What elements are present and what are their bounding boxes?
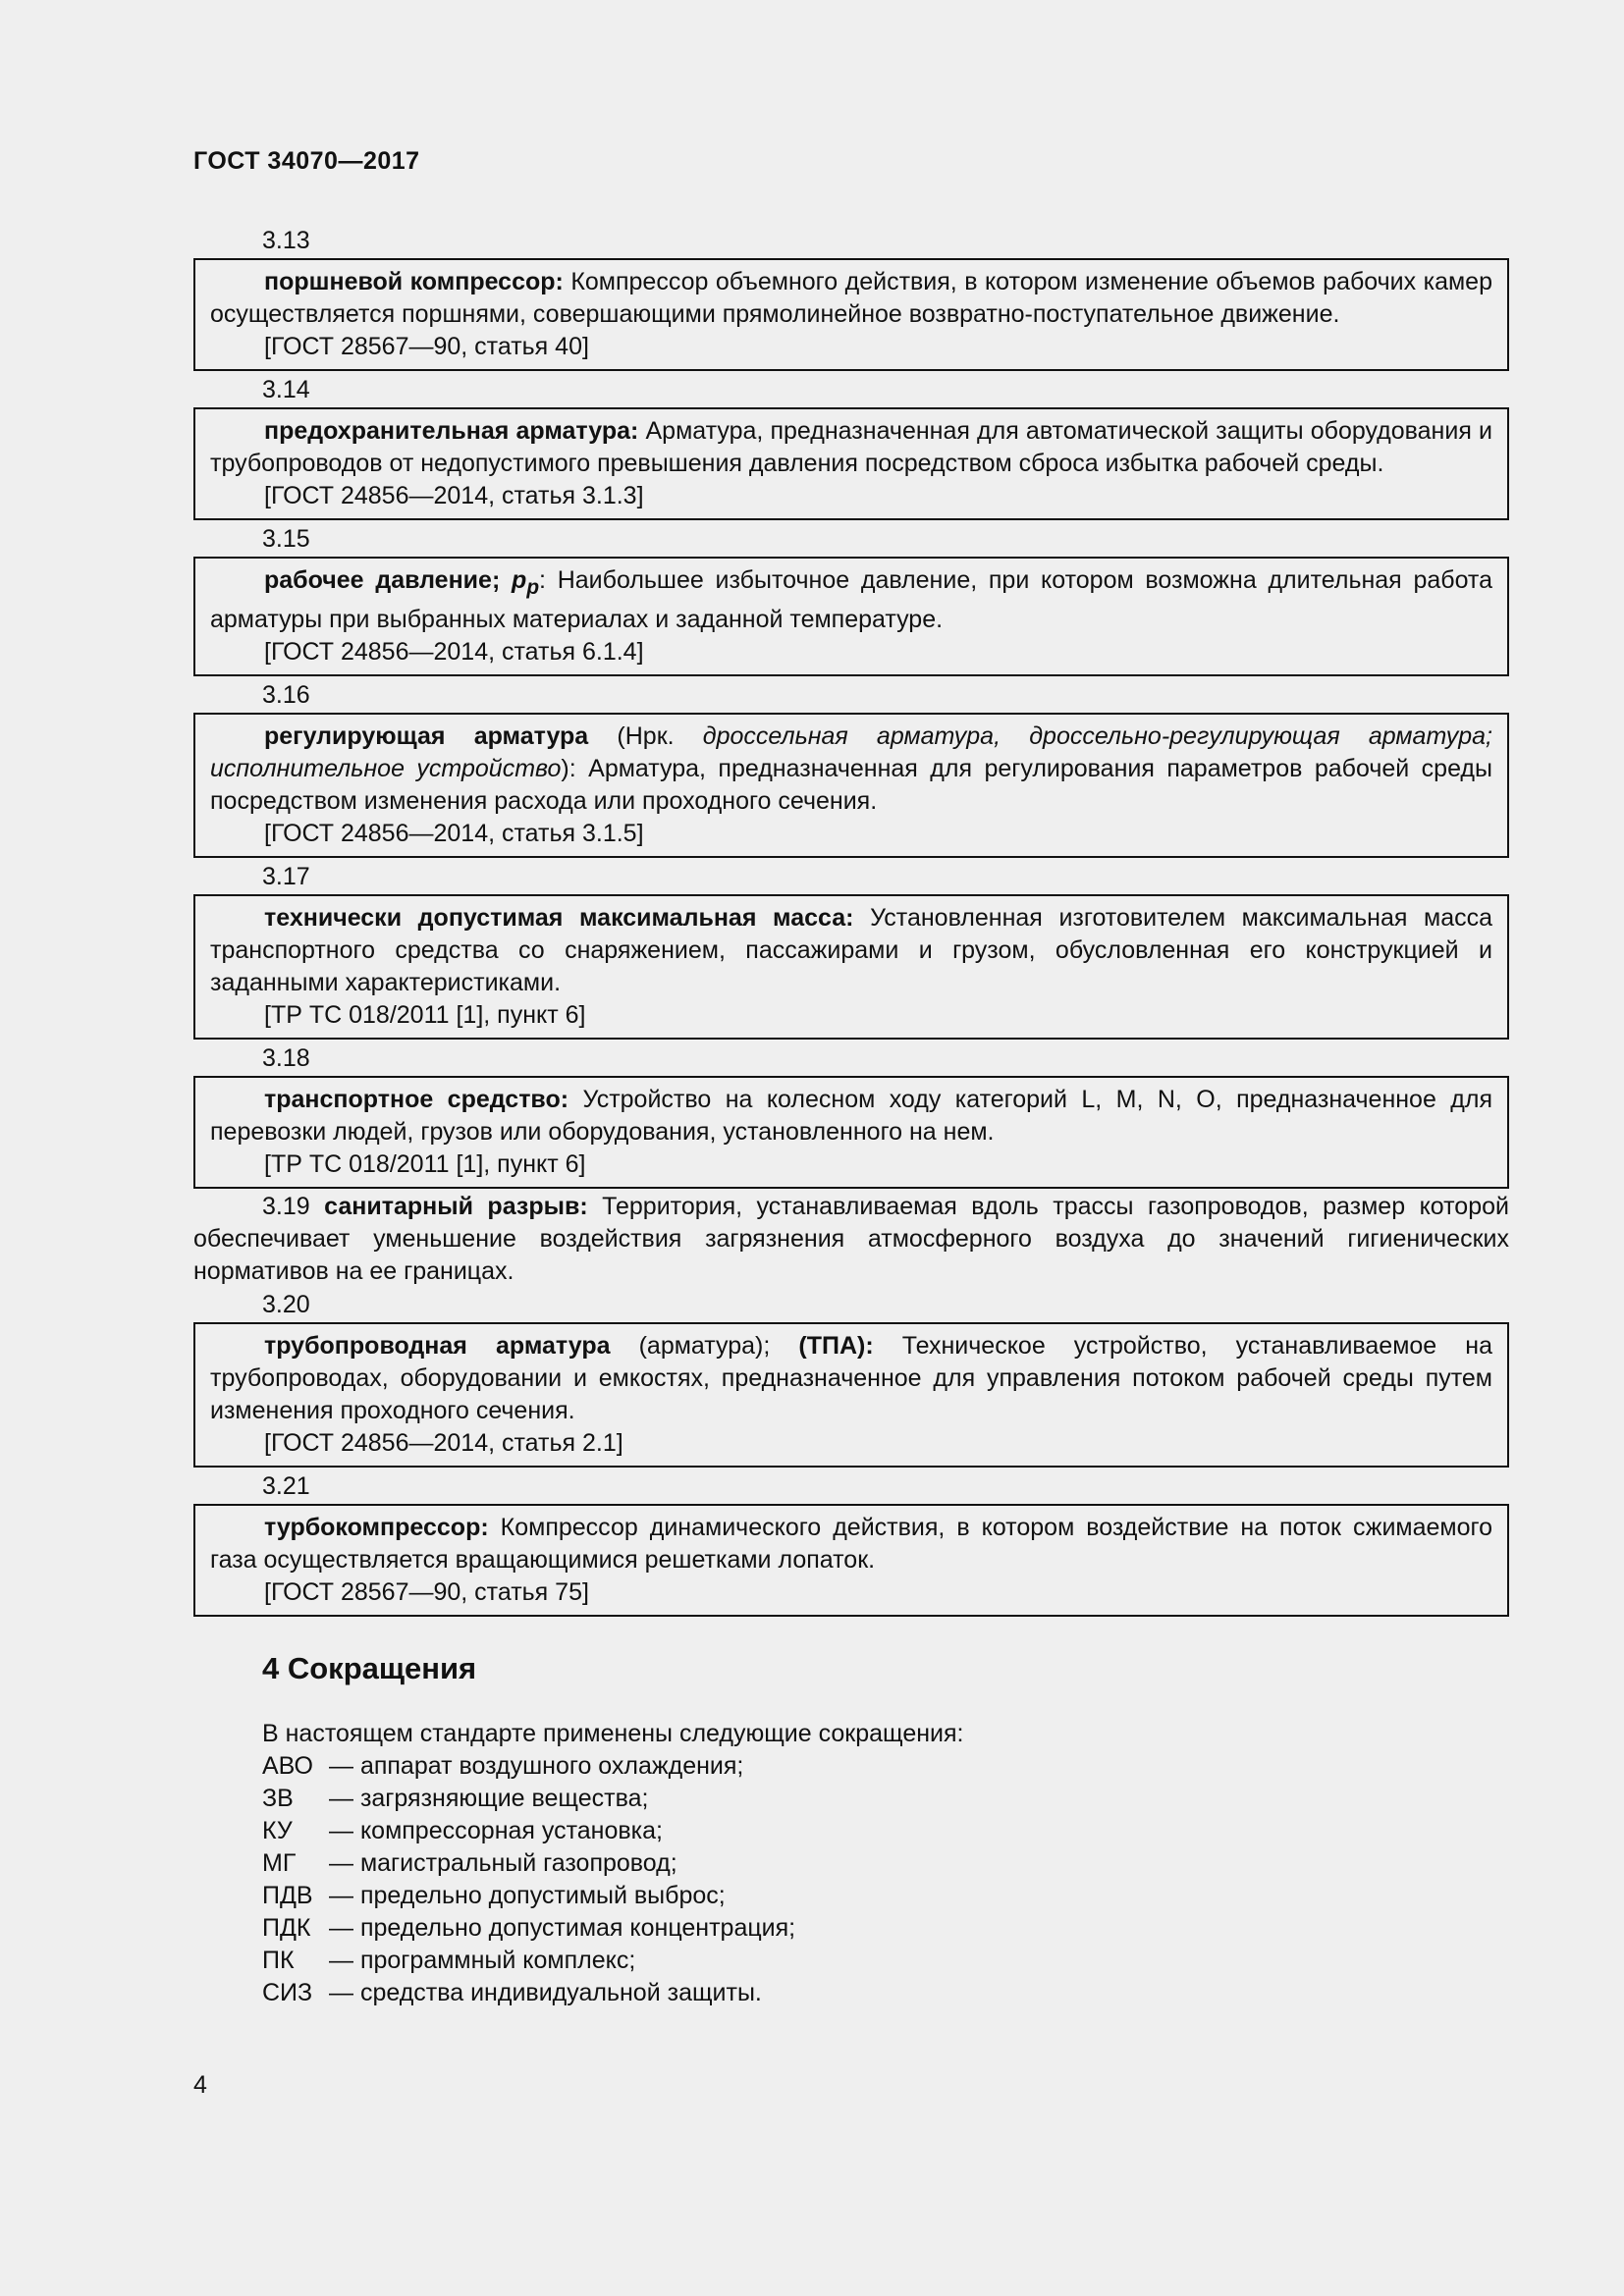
list-item [262, 1880, 1509, 1912]
abbreviation-text: — магистральный газопровод; [329, 1849, 677, 1877]
term-alias: (арматура); [610, 1332, 799, 1360]
definition: ): Арматура, предназначенная для регулирования параметров рабочей среды посредством изменения расхода или проходного сечения. [210, 755, 1492, 815]
entry-number: 3.15 [262, 525, 310, 553]
definition: Компрессор объемного действия, в котором изменение объемов рабочих камер осуществляется поршнями, совершающими прямолинейное возвратно-поступательное движение. [210, 268, 1492, 328]
definition-text [210, 415, 1492, 480]
entry-number: 3.14 [262, 376, 310, 403]
abbreviation-text: — компрессорная установка; [329, 1817, 664, 1844]
definition: : Наибольшее избыточное давление, при котором возможна длительная работа арматуры при выбранных материалах и заданной температуре. [210, 566, 1493, 633]
term: предохранительная арматура: [264, 417, 639, 445]
definition: Компрессор динамического действия, в котором воздействие на поток сжимаемого газа осуществляется вращающимися решетками лопаток. [210, 1514, 1492, 1574]
list-item [262, 1912, 1509, 1945]
entry-number: 3.21 [262, 1472, 310, 1500]
list-item [262, 1783, 1509, 1815]
term-abbreviation: (ТПА): [798, 1332, 874, 1360]
term: трубопроводная арматура [264, 1332, 611, 1360]
definition-box [193, 1076, 1509, 1189]
abbreviation-code: КУ [262, 1817, 293, 1844]
document-code-header: ГОСТ 34070—2017 [193, 147, 420, 175]
term: турбокомпрессор: [264, 1514, 489, 1541]
abbreviation-text: — программный комплекс; [329, 1947, 636, 1974]
definition-box [193, 258, 1509, 371]
term: транспортное средство: [264, 1086, 569, 1113]
symbol: p [512, 566, 527, 594]
list-item [262, 1945, 1509, 1977]
abbreviation-text: — аппарат воздушного охлаждения; [329, 1752, 744, 1780]
list-item [262, 1977, 1509, 2009]
definition: Арматура, предназначенная для автоматической защиты оборудования и трубопроводов от недопустимого превышения давления посредством сброса избытка рабочей среды. [210, 417, 1492, 477]
source-reference: [ГОСТ 24856—2014, статья 2.1] [264, 1429, 623, 1457]
term: поршневой компрессор: [264, 268, 564, 295]
definition-text [210, 721, 1492, 818]
abbreviation-list [193, 1750, 1509, 2009]
abbreviation-code: ПДВ [262, 1882, 313, 1909]
definition-box [193, 1322, 1509, 1468]
definition: Установленная изготовителем максимальная масса транспортного средства со снаряжением, пассажирами и грузом, обусловленная его конструкцией и заданными характеристиками. [210, 904, 1493, 996]
page-content [193, 224, 1509, 2009]
entry-number: 3.20 [262, 1291, 310, 1318]
definition-text [210, 1084, 1492, 1148]
definition-box [193, 407, 1509, 520]
entry-number: 3.17 [262, 863, 310, 890]
section-intro: В настоящем стандарте применены следующие сокращения: [262, 1720, 964, 1747]
source-reference: [ГОСТ 24856—2014, статья 6.1.4] [264, 638, 644, 666]
list-item [262, 1750, 1509, 1783]
entry-number: 3.19 [262, 1193, 310, 1220]
page-number: 4 [193, 2071, 207, 2099]
nrk-terms: дроссельная арматура, дроссельно-регулирующая арматура; исполнительное устройство [210, 722, 1492, 782]
abbreviation-text: — средства индивидуальной защиты. [329, 1979, 762, 2006]
abbreviation-code: ПК [262, 1947, 295, 1974]
term: рабочее давление; [264, 566, 513, 594]
abbreviation-text: — загрязняющие вещества; [329, 1785, 649, 1812]
entry-number: 3.13 [262, 227, 310, 254]
definition-text [210, 564, 1492, 636]
abbreviation-code: МГ [262, 1849, 297, 1877]
definition-text [210, 1330, 1492, 1427]
source-reference: [ТР ТС 018/2011 [1], пункт 6] [264, 1001, 586, 1029]
abbreviation-code: СИЗ [262, 1979, 313, 2006]
abbreviation-code: ПДК [262, 1914, 311, 1942]
definition-box [193, 894, 1509, 1040]
definition-box [193, 713, 1509, 858]
source-reference: [ГОСТ 24856—2014, статья 3.1.5] [264, 820, 644, 847]
source-reference: [ГОСТ 28567—90, статья 75] [264, 1578, 589, 1606]
abbreviation-code: ЗВ [262, 1785, 294, 1812]
definition-text [210, 902, 1492, 999]
definition: Территория, устанавливаемая вдоль трассы газопроводов, размер которой обеспечивает уменьшение воздействия загрязнения атмосферного воздуха до значений гигиенических нормативов на ее границах. [193, 1193, 1509, 1285]
term: санитарный разрыв: [324, 1193, 588, 1220]
abbreviation-text: — предельно допустимый выброс; [329, 1882, 726, 1909]
definition: Техническое устройство, устанавливаемое на трубопроводах, оборудовании и емкостях, предназначенное для управления потоком рабочей среды путем изменения проходного сечения. [210, 1332, 1493, 1424]
source-reference: [ГОСТ 28567—90, статья 40] [264, 333, 589, 360]
source-reference: [ГОСТ 24856—2014, статья 3.1.3] [264, 482, 644, 509]
definition: Устройство на колесном ходу категорий L, M, N, O, предназначенное для перевозки людей, грузов или оборудования, установленного на нем. [210, 1086, 1492, 1146]
term: технически допустимая максимальная масса: [264, 904, 854, 932]
abbreviation-text: — предельно допустимая концентрация; [329, 1914, 796, 1942]
definition-box [193, 557, 1509, 676]
definition-text [210, 1512, 1492, 1576]
entry-number: 3.18 [262, 1044, 310, 1072]
abbreviation-code: АВО [262, 1752, 313, 1780]
definition-text-plain [193, 1191, 1509, 1288]
symbol-subscript: p [526, 576, 540, 599]
section-title: 4 Сокращения [262, 1651, 477, 1685]
definition-box [193, 1504, 1509, 1617]
definition-text [210, 266, 1492, 331]
source-reference: [ТР ТС 018/2011 [1], пункт 6] [264, 1150, 586, 1178]
term: регулирующая арматура [264, 722, 589, 750]
list-item [262, 1815, 1509, 1847]
nrk-prefix: (Нрк. [588, 722, 703, 750]
entry-number: 3.16 [262, 681, 310, 709]
list-item [262, 1847, 1509, 1880]
